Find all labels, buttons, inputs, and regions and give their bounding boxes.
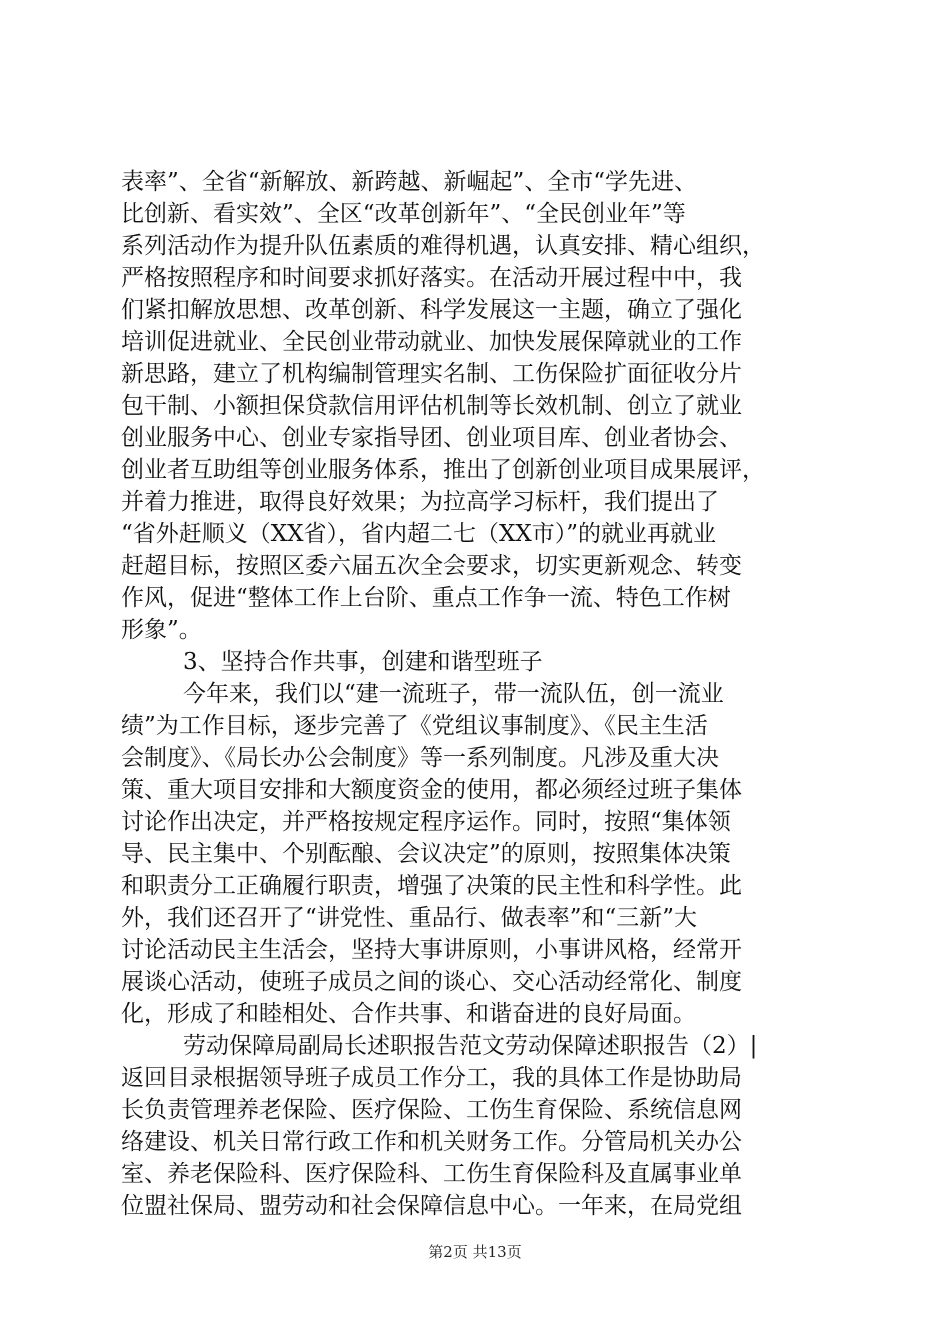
text-line: 外，我们还召开了“讲党性、重品行、做表率”和“三新”大 (121, 905, 698, 931)
text-line: 和职责分工正确履行职责，增强了决策的民主性和科学性。此 (121, 873, 742, 899)
text-line: 创业服务中心、创业专家指导团、创业项目库、创业者协会、 (121, 425, 742, 451)
text-line: 表率”、全省“新解放、新跨越、新崛起”、全市“学先进、 (121, 169, 698, 195)
text-line: 室、养老保险科、医疗保险科、工伤生育保险科及直属事业单 (121, 1161, 742, 1187)
text-line: 今年来，我们以“建一流班子，带一流队伍，创一流业 (183, 681, 724, 707)
text-line: 讨论活动民主生活会，坚持大事讲原则，小事讲风格，经常开 (121, 937, 742, 963)
text-line: 劳动保障局副局长述职报告范文劳动保障述职报告（2）| (183, 1033, 758, 1059)
text-line: 们紧扣解放思想、改革创新、科学发展这一主题，确立了强化 (121, 297, 742, 323)
section-heading: 3、坚持合作共事，创建和谐型班子 (183, 649, 543, 675)
text-line: 系列活动作为提升队伍素质的难得机遇，认真安排、精心组织， (121, 233, 765, 259)
text-line: 化，形成了和睦相处、合作共事、和谐奋进的良好局面。 (121, 1001, 696, 1027)
page-number: 第2页 共13页 (428, 1243, 522, 1261)
text-line: 展谈心活动，使班子成员之间的谈心、交心活动经常化、制度 (121, 969, 742, 995)
text-line: 包干制、小额担保贷款信用评估机制等长效机制、创立了就业 (121, 393, 742, 419)
text-line: 并着力推进，取得良好效果；为拉高学习标杆，我们提出了 (121, 489, 719, 515)
text-line: 络建设、机关日常行政工作和机关财务工作。分管局机关办公 (121, 1129, 742, 1155)
document-body (121, 166, 836, 1222)
text-line: 长负责管理养老保险、医疗保险、工伤生育保险、系统信息网 (121, 1097, 742, 1123)
text-line: 比创新、看实效”、全区“改革创新年”、“全民创业年”等 (121, 201, 686, 227)
text-line: 培训促进就业、全民创业带动就业、加快发展保障就业的工作 (121, 329, 742, 355)
text-line: 导、民主集中、个别酝酿、会议决定”的原则，按照集体决策 (121, 841, 731, 867)
text-line: 讨论作出决定，并严格按规定程序运作。同时，按照“集体领 (121, 809, 731, 835)
text-line: “省外赶顺义（XX省），省内超二七（XX市）”的就业再就业 (121, 521, 717, 547)
text-line: 位盟社保局、盟劳动和社会保障信息中心。一年来，在局党组 (121, 1193, 742, 1219)
text-line: 形象”。 (121, 617, 202, 643)
text-line: 赶超目标，按照区委六届五次全会要求，切实更新观念、转变 (121, 553, 742, 579)
text-line: 严格按照程序和时间要求抓好落实。在活动开展过程中中，我 (121, 265, 742, 291)
text-line: 作风，促进“整体工作上台阶、重点工作争一流、特色工作树 (121, 585, 731, 611)
text-line: 策、重大项目安排和大额度资金的使用，都必须经过班子集体 (121, 777, 742, 803)
text-line: 绩”为工作目标，逐步完善了《党组议事制度》、《民主生活 (121, 713, 708, 739)
text-line: 新思路，建立了机构编制管理实名制、工伤保险扩面征收分片 (121, 361, 742, 387)
text-line: 会制度》、《局长办公会制度》等一系列制度。凡涉及重大决 (121, 745, 719, 771)
text-line: 创业者互助组等创业服务体系，推出了创新创业项目成果展评， (121, 457, 765, 483)
text-line: 返回目录根据领导班子成员工作分工，我的具体工作是协助局 (121, 1065, 742, 1091)
